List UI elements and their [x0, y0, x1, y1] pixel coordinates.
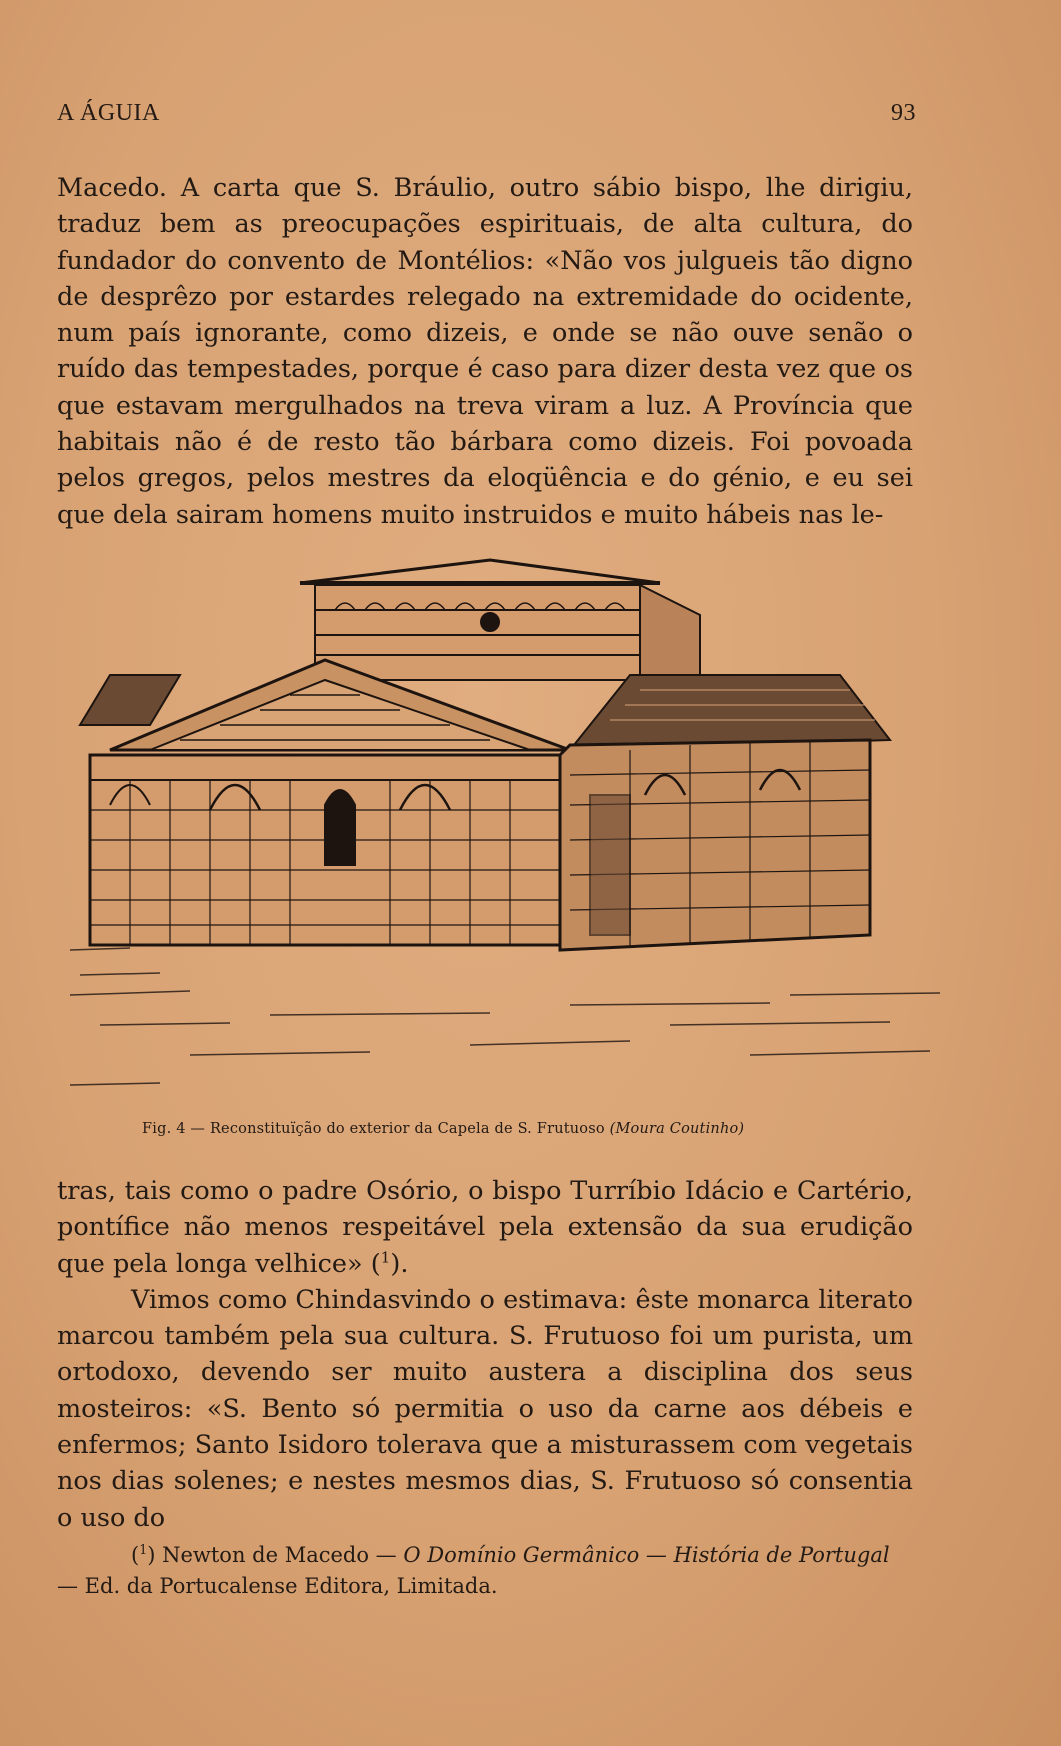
- footnote-author: Newton de Macedo —: [162, 1543, 404, 1567]
- paragraph-2-end: ).: [390, 1248, 409, 1279]
- caption-credit: (Moura Coutinho): [609, 1121, 745, 1137]
- figure-caption: [142, 1121, 842, 1137]
- paragraph-3-text: Vimos como Chindasvindo o estimava: êste monarca literato marcou também pela sua cultura. S. Frutuoso foi um purista, um ortodoxo, devendo ser muito austera a disciplina dos seus mosteiros: «S. Bento só permitia o uso da carne aos débeis e enfermos; Santo Isidoro tolerava que a misturassem com vegetais nos dias solenes; e nestes mesmos dias, S. Frutuoso só consentia o uso do: [57, 1284, 913, 1533]
- footnote-marker: 1: [139, 1542, 148, 1557]
- journal-title: A ÁGUIA: [57, 100, 160, 126]
- paragraph-2: [57, 1173, 913, 1536]
- footnote-line: ($^1$) Newton de Macedo — O Domínio Germânico — História de Portugal: [131, 1542, 890, 1567]
- paragraph-1-text: Macedo. A carta que S. Bráulio, outro sábio bispo, lhe dirigiu, traduz bem as preocupações espirituais, de alta cultura, do fundador do convento de Montélios: «Não vos julgueis tão digno de desprêzo por estardes relegado na extremidade do ocidente, num país ignorante, como dizeis, e onde se não ouve senão o ruído das tempestades, porque é caso para dizer desta vez que os que estavam mergulhados na treva viram a luz. A Província que habitais não é de resto tão bárbara como dizeis. Foi povoada pelos gregos, pelos mestres da eloqüência e do génio, e eu sei que dela sairam homens muito instruidos e muito hábeis nas le-: [57, 173, 913, 530]
- footnote-ref[interactable]: 1: [380, 1248, 391, 1267]
- footnote: [57, 1540, 913, 1602]
- paragraph-2-start: tras, tais como o padre Osório, o bispo Turríbio Idácio e Cartério, pontífice não menos respeitável pela extensão da sua erudição que pela longa velhice» (: [57, 1176, 913, 1279]
- paragraph-1: [57, 170, 913, 533]
- running-header: [57, 100, 916, 130]
- chapel-drawing: [70, 555, 950, 1115]
- paragraph-2-text: [57, 1173, 913, 1282]
- footnote-work: O Domínio Germânico — História de Portugal: [403, 1543, 890, 1567]
- page-number: 93: [891, 100, 916, 126]
- chapel-illustration: [70, 555, 950, 1115]
- caption-text: Fig. 4 — Reconstituïção do exterior da Capela de S. Frutuoso: [142, 1121, 610, 1137]
- footnote-publisher: — Ed. da Portucalense Editora, Limitada.: [57, 1574, 498, 1598]
